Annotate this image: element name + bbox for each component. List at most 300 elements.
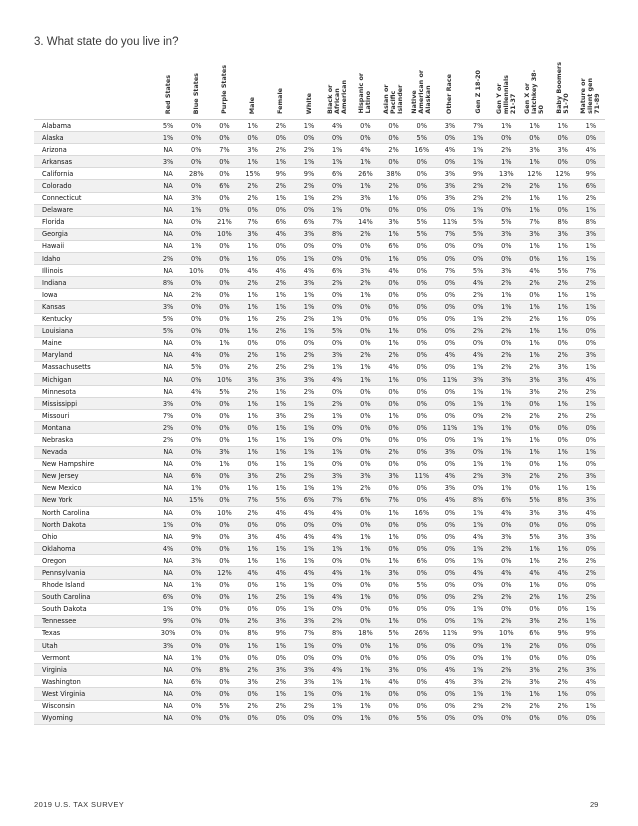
table-row: [34, 615, 605, 627]
value-cell: 0%: [436, 603, 464, 615]
table-row: [34, 168, 605, 180]
value-cell: 7%: [436, 265, 464, 277]
table-row: [34, 507, 605, 519]
value-cell: 10%: [210, 507, 238, 519]
value-cell: 0%: [577, 640, 605, 652]
value-cell: 4%: [436, 494, 464, 506]
value-cell: 2%: [520, 180, 548, 192]
value-cell: 0%: [351, 603, 379, 615]
value-cell: 3%: [436, 192, 464, 204]
value-cell: 0%: [323, 519, 351, 531]
value-cell: 2%: [549, 349, 577, 361]
value-cell: 1%: [323, 543, 351, 555]
value-cell: 3%: [267, 373, 295, 385]
value-cell: 1%: [267, 434, 295, 446]
value-cell: 6%: [351, 494, 379, 506]
value-cell: 1%: [464, 543, 492, 555]
value-cell: 0%: [408, 531, 436, 543]
value-cell: 0%: [520, 253, 548, 265]
value-cell: 4%: [267, 228, 295, 240]
value-cell: 2%: [464, 289, 492, 301]
value-cell: 7%: [380, 494, 408, 506]
value-cell: 1%: [323, 482, 351, 494]
state-name-cell: Pennsylvania: [34, 567, 154, 579]
page-number: 29: [590, 800, 599, 809]
value-cell: 0%: [182, 373, 210, 385]
value-cell: 4%: [577, 373, 605, 385]
value-cell: 3%: [492, 373, 520, 385]
value-cell: NA: [154, 289, 182, 301]
value-cell: 1%: [520, 240, 548, 252]
state-name-cell: Montana: [34, 422, 154, 434]
value-cell: 1%: [549, 446, 577, 458]
value-cell: 0%: [351, 458, 379, 470]
value-cell: 0%: [210, 543, 238, 555]
value-cell: 9%: [295, 168, 323, 180]
value-cell: 1%: [295, 325, 323, 337]
value-cell: 0%: [380, 120, 408, 132]
value-cell: 1%: [464, 398, 492, 410]
value-cell: 10%: [182, 265, 210, 277]
value-cell: 3%: [436, 120, 464, 132]
value-cell: NA: [154, 168, 182, 180]
value-cell: 0%: [239, 204, 267, 216]
value-cell: 1%: [239, 313, 267, 325]
value-cell: 1%: [295, 192, 323, 204]
header-cell: Gen X or latchkey 38-50: [520, 58, 548, 120]
value-cell: 1%: [323, 204, 351, 216]
value-cell: 18%: [351, 627, 379, 639]
value-cell: 0%: [323, 386, 351, 398]
value-cell: NA: [154, 216, 182, 228]
value-cell: 0%: [492, 132, 520, 144]
value-cell: 1%: [492, 652, 520, 664]
value-cell: 4%: [323, 373, 351, 385]
value-cell: 1%: [492, 398, 520, 410]
value-cell: 0%: [380, 652, 408, 664]
value-cell: 4%: [436, 144, 464, 156]
value-cell: 1%: [380, 325, 408, 337]
value-cell: 2%: [492, 277, 520, 289]
state-name-cell: Alaska: [34, 132, 154, 144]
value-cell: 0%: [182, 519, 210, 531]
value-cell: 0%: [210, 410, 238, 422]
value-cell: 1%: [492, 386, 520, 398]
value-cell: 1%: [267, 422, 295, 434]
value-cell: 2%: [267, 470, 295, 482]
value-cell: 0%: [351, 434, 379, 446]
value-cell: 0%: [380, 422, 408, 434]
value-cell: 0%: [210, 132, 238, 144]
value-cell: 2%: [577, 410, 605, 422]
value-cell: 0%: [182, 180, 210, 192]
value-cell: 0%: [549, 422, 577, 434]
value-cell: 8%: [577, 216, 605, 228]
value-cell: 0%: [210, 253, 238, 265]
value-cell: 3%: [239, 676, 267, 688]
value-cell: 1%: [267, 156, 295, 168]
value-cell: 3%: [380, 216, 408, 228]
state-name-cell: Minnesota: [34, 386, 154, 398]
value-cell: 0%: [323, 434, 351, 446]
value-cell: 5%: [210, 386, 238, 398]
value-cell: 0%: [182, 446, 210, 458]
value-cell: 0%: [182, 591, 210, 603]
value-cell: 7%: [295, 627, 323, 639]
value-cell: 1%: [239, 640, 267, 652]
value-cell: 1%: [182, 482, 210, 494]
value-cell: 8%: [323, 627, 351, 639]
value-cell: 0%: [549, 132, 577, 144]
value-cell: 3%: [267, 410, 295, 422]
value-cell: NA: [154, 240, 182, 252]
value-cell: 1%: [464, 132, 492, 144]
value-cell: 3%: [267, 615, 295, 627]
value-cell: 11%: [436, 216, 464, 228]
value-cell: 0%: [210, 192, 238, 204]
value-cell: 0%: [577, 156, 605, 168]
value-cell: 4%: [323, 567, 351, 579]
value-cell: 0%: [210, 277, 238, 289]
value-cell: 1%: [492, 422, 520, 434]
value-cell: 1%: [464, 603, 492, 615]
table-row: [34, 349, 605, 361]
value-cell: 2%: [520, 410, 548, 422]
value-cell: 0%: [549, 652, 577, 664]
value-cell: 0%: [436, 410, 464, 422]
value-cell: 3%: [210, 446, 238, 458]
value-cell: 0%: [323, 640, 351, 652]
value-cell: 0%: [351, 132, 379, 144]
value-cell: 0%: [408, 676, 436, 688]
value-cell: 0%: [351, 579, 379, 591]
state-name-cell: Utah: [34, 640, 154, 652]
value-cell: 0%: [520, 519, 548, 531]
value-cell: 9%: [577, 168, 605, 180]
value-cell: 0%: [182, 313, 210, 325]
value-cell: 1%: [549, 180, 577, 192]
value-cell: 0%: [577, 652, 605, 664]
value-cell: 1%: [267, 289, 295, 301]
value-cell: 0%: [182, 434, 210, 446]
value-cell: NA: [154, 144, 182, 156]
value-cell: 3%: [239, 470, 267, 482]
value-cell: 3%: [520, 373, 548, 385]
value-cell: 0%: [408, 373, 436, 385]
table-row: [34, 664, 605, 676]
value-cell: 9%: [464, 168, 492, 180]
table-row: [34, 434, 605, 446]
state-name-cell: Florida: [34, 216, 154, 228]
value-cell: 1%: [239, 591, 267, 603]
value-cell: 0%: [182, 144, 210, 156]
value-cell: 0%: [351, 446, 379, 458]
value-cell: 5%: [154, 313, 182, 325]
value-cell: 0%: [408, 615, 436, 627]
value-cell: 0%: [210, 627, 238, 639]
value-cell: 0%: [182, 132, 210, 144]
value-cell: 0%: [323, 458, 351, 470]
value-cell: 0%: [577, 313, 605, 325]
value-cell: 0%: [210, 482, 238, 494]
table-row: [34, 289, 605, 301]
value-cell: 11%: [408, 470, 436, 482]
value-cell: 1%: [295, 591, 323, 603]
value-cell: 1%: [267, 555, 295, 567]
value-cell: 0%: [323, 712, 351, 724]
value-cell: 0%: [436, 555, 464, 567]
value-cell: 0%: [436, 531, 464, 543]
value-cell: 12%: [210, 567, 238, 579]
value-cell: 0%: [492, 240, 520, 252]
value-cell: 0%: [351, 313, 379, 325]
value-cell: 0%: [210, 519, 238, 531]
value-cell: 1%: [492, 434, 520, 446]
survey-table-container: [34, 58, 605, 725]
table-row: [34, 410, 605, 422]
value-cell: 1%: [295, 458, 323, 470]
table-row: [34, 712, 605, 724]
state-name-cell: New Jersey: [34, 470, 154, 482]
value-cell: 1%: [520, 337, 548, 349]
value-cell: 0%: [408, 567, 436, 579]
value-cell: 0%: [380, 398, 408, 410]
value-cell: 2%: [549, 615, 577, 627]
value-cell: 0%: [351, 410, 379, 422]
value-cell: 4%: [492, 567, 520, 579]
value-cell: 2%: [267, 277, 295, 289]
header-cell: White: [295, 58, 323, 120]
value-cell: 1%: [464, 458, 492, 470]
value-cell: NA: [154, 507, 182, 519]
value-cell: 0%: [549, 156, 577, 168]
value-cell: 1%: [549, 482, 577, 494]
value-cell: 16%: [408, 144, 436, 156]
value-cell: 0%: [380, 591, 408, 603]
value-cell: 1%: [577, 301, 605, 313]
header-cell: Hispanic or Latino: [351, 58, 379, 120]
value-cell: 2%: [182, 289, 210, 301]
table-row: [34, 132, 605, 144]
value-cell: 0%: [436, 253, 464, 265]
value-cell: 4%: [323, 120, 351, 132]
table-row: [34, 555, 605, 567]
value-cell: 0%: [492, 519, 520, 531]
value-cell: 3%: [295, 277, 323, 289]
value-cell: 3%: [436, 180, 464, 192]
value-cell: 1%: [267, 446, 295, 458]
value-cell: 1%: [351, 361, 379, 373]
value-cell: 0%: [351, 253, 379, 265]
value-cell: 1%: [520, 325, 548, 337]
value-cell: 2%: [492, 615, 520, 627]
value-cell: 1%: [295, 434, 323, 446]
value-cell: 1%: [380, 228, 408, 240]
value-cell: 9%: [549, 627, 577, 639]
value-cell: 1%: [323, 676, 351, 688]
value-cell: 15%: [182, 494, 210, 506]
value-cell: 4%: [323, 664, 351, 676]
value-cell: 1%: [267, 301, 295, 313]
value-cell: 1%: [239, 253, 267, 265]
value-cell: 0%: [210, 603, 238, 615]
value-cell: 1%: [295, 422, 323, 434]
value-cell: NA: [154, 482, 182, 494]
table-row: [34, 519, 605, 531]
value-cell: 10%: [210, 373, 238, 385]
value-cell: 2%: [239, 386, 267, 398]
value-cell: 0%: [549, 579, 577, 591]
value-cell: 5%: [182, 361, 210, 373]
state-name-cell: Iowa: [34, 289, 154, 301]
value-cell: 1%: [380, 373, 408, 385]
value-cell: 1%: [380, 615, 408, 627]
value-cell: 1%: [182, 204, 210, 216]
value-cell: 1%: [577, 289, 605, 301]
value-cell: 1%: [239, 289, 267, 301]
value-cell: NA: [154, 688, 182, 700]
value-cell: 1%: [520, 349, 548, 361]
value-cell: 0%: [323, 337, 351, 349]
value-cell: 0%: [267, 603, 295, 615]
value-cell: NA: [154, 676, 182, 688]
value-cell: 0%: [239, 712, 267, 724]
value-cell: 3%: [436, 446, 464, 458]
value-cell: 0%: [295, 712, 323, 724]
state-name-cell: Nevada: [34, 446, 154, 458]
value-cell: 4%: [436, 676, 464, 688]
table-row: [34, 458, 605, 470]
table-row: [34, 567, 605, 579]
value-cell: 0%: [436, 301, 464, 313]
value-cell: 2%: [520, 640, 548, 652]
table-row: [34, 531, 605, 543]
value-cell: 0%: [210, 531, 238, 543]
state-name-cell: Arkansas: [34, 156, 154, 168]
value-cell: 3%: [492, 228, 520, 240]
value-cell: 0%: [380, 482, 408, 494]
value-cell: 26%: [408, 627, 436, 639]
value-cell: 3%: [380, 470, 408, 482]
value-cell: 0%: [323, 240, 351, 252]
value-cell: 0%: [210, 349, 238, 361]
value-cell: 0%: [239, 603, 267, 615]
value-cell: 1%: [323, 144, 351, 156]
value-cell: 1%: [380, 337, 408, 349]
value-cell: 1%: [267, 543, 295, 555]
value-cell: 0%: [408, 519, 436, 531]
value-cell: 0%: [464, 640, 492, 652]
value-cell: 1%: [295, 446, 323, 458]
value-cell: 38%: [380, 168, 408, 180]
value-cell: 0%: [323, 603, 351, 615]
value-cell: 2%: [267, 120, 295, 132]
value-cell: 4%: [577, 676, 605, 688]
header-cell: Purple States: [210, 58, 238, 120]
value-cell: 0%: [464, 579, 492, 591]
value-cell: 1%: [351, 531, 379, 543]
value-cell: 0%: [182, 615, 210, 627]
state-name-cell: Maine: [34, 337, 154, 349]
value-cell: 4%: [436, 664, 464, 676]
value-cell: 2%: [492, 543, 520, 555]
value-cell: NA: [154, 265, 182, 277]
value-cell: 1%: [154, 519, 182, 531]
value-cell: 4%: [295, 531, 323, 543]
value-cell: 3%: [295, 664, 323, 676]
value-cell: 2%: [464, 192, 492, 204]
value-cell: 1%: [323, 446, 351, 458]
value-cell: 0%: [436, 543, 464, 555]
value-cell: 3%: [380, 664, 408, 676]
value-cell: 5%: [492, 216, 520, 228]
value-cell: 0%: [351, 615, 379, 627]
value-cell: 0%: [408, 240, 436, 252]
value-cell: 2%: [239, 664, 267, 676]
value-cell: 0%: [408, 543, 436, 555]
value-cell: 0%: [210, 289, 238, 301]
value-cell: NA: [154, 470, 182, 482]
value-cell: 1%: [267, 458, 295, 470]
table-row: [34, 156, 605, 168]
value-cell: 0%: [351, 325, 379, 337]
value-cell: 0%: [323, 132, 351, 144]
value-cell: 1%: [464, 361, 492, 373]
value-cell: 0%: [520, 458, 548, 470]
table-row: [34, 652, 605, 664]
value-cell: 1%: [182, 579, 210, 591]
table-row: [34, 180, 605, 192]
value-cell: 0%: [436, 579, 464, 591]
value-cell: 1%: [549, 301, 577, 313]
value-cell: 2%: [520, 277, 548, 289]
value-cell: 0%: [182, 253, 210, 265]
value-cell: 0%: [323, 555, 351, 567]
value-cell: 1%: [239, 120, 267, 132]
value-cell: 1%: [549, 289, 577, 301]
value-cell: 2%: [267, 144, 295, 156]
value-cell: 0%: [380, 700, 408, 712]
value-cell: 2%: [295, 386, 323, 398]
value-cell: 4%: [577, 507, 605, 519]
value-cell: 1%: [549, 192, 577, 204]
value-cell: 1%: [239, 555, 267, 567]
value-cell: 2%: [267, 591, 295, 603]
value-cell: 0%: [182, 156, 210, 168]
value-cell: 0%: [210, 204, 238, 216]
value-cell: 1%: [492, 688, 520, 700]
value-cell: 4%: [577, 144, 605, 156]
value-cell: 6%: [295, 494, 323, 506]
value-cell: 0%: [210, 688, 238, 700]
value-cell: 1%: [295, 398, 323, 410]
state-name-cell: New Hampshire: [34, 458, 154, 470]
value-cell: 1%: [492, 640, 520, 652]
value-cell: 2%: [239, 507, 267, 519]
value-cell: 1%: [577, 253, 605, 265]
value-cell: 5%: [520, 531, 548, 543]
value-cell: 0%: [351, 337, 379, 349]
value-cell: 1%: [351, 712, 379, 724]
value-cell: 0%: [351, 386, 379, 398]
value-cell: 1%: [464, 664, 492, 676]
value-cell: 7%: [154, 410, 182, 422]
value-cell: 4%: [436, 349, 464, 361]
value-cell: 1%: [464, 422, 492, 434]
value-cell: 0%: [210, 555, 238, 567]
value-cell: 1%: [239, 446, 267, 458]
value-cell: 2%: [295, 144, 323, 156]
